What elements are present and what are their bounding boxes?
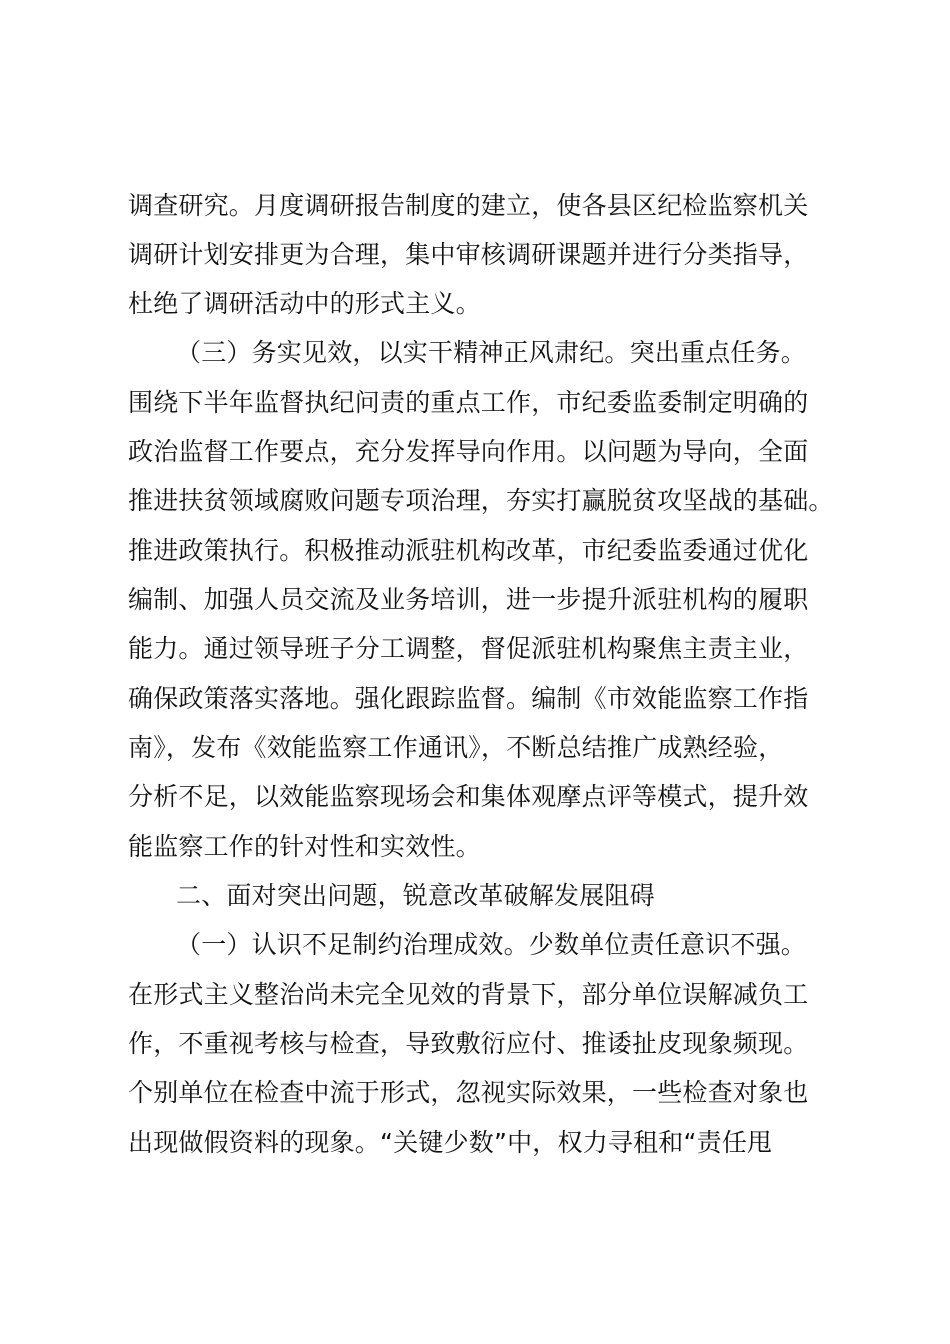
text-line: 南》，发布《效能监察工作通讯》，不断总结推广成熟经验， [128,733,784,762]
text-line: 个别单位在检查中流于形式，忽视实际效果，一些检查对象也 [128,1078,809,1107]
text-line: 编制、加强人员交流及业务培训，进一步提升派驻机构的履职 [128,585,809,614]
text-line: 推进扶贫领域腐败问题专项治理，夯实打赢脱贫攻坚战的基础。 [128,486,834,515]
text-line: 在形式主义整治尚未完全见效的背景下，部分单位误解减负工 [128,980,809,1009]
text-line: 能力。通过领导班子分工调整，督促派驻机构聚焦主责主业， [128,634,809,663]
text-line: 调研计划安排更为合理，集中审核调研课题并进行分类指导， [128,240,809,269]
text-line: 政治监督工作要点，充分发挥导向作用。以问题为导向，全面 [128,437,809,466]
text-line: 围绕下半年监督执纪问责的重点工作，市纪委监委制定明确的 [128,388,809,417]
text-line: 确保政策落实落地。强化跟踪监督。编制《市效能监察工作指 [128,684,809,713]
text-line: 能监察工作的针对性和实效性。 [128,832,481,861]
text-line: 推进政策执行。积极推动派驻机构改革，市纪委监委通过优化 [128,536,809,565]
section-heading-3: （三）务实见效，以实干精神正风肃纪。突出重点任务。 [176,338,807,367]
chapter-heading-2: 二、面对突出问题，锐意改革破解发展阻碍 [176,881,655,910]
text-line: 调查研究。月度调研报告制度的建立，使各县区纪检监察机关 [128,191,809,220]
text-line: 出现做假资料的现象。“关键少数”中，权力寻租和“责任甩 [128,1128,773,1157]
text-line: 分析不足，以效能监察现场会和集体观摩点评等模式，提升效 [128,782,809,811]
text-line: 杜绝了调研活动中的形式主义。 [128,289,481,318]
text-line: 作，不重视考核与检查，导致敷衍应付、推诿扯皮现象频现。 [128,1029,809,1058]
section-heading-1: （一）认识不足制约治理成效。少数单位责任意识不强。 [176,930,807,959]
